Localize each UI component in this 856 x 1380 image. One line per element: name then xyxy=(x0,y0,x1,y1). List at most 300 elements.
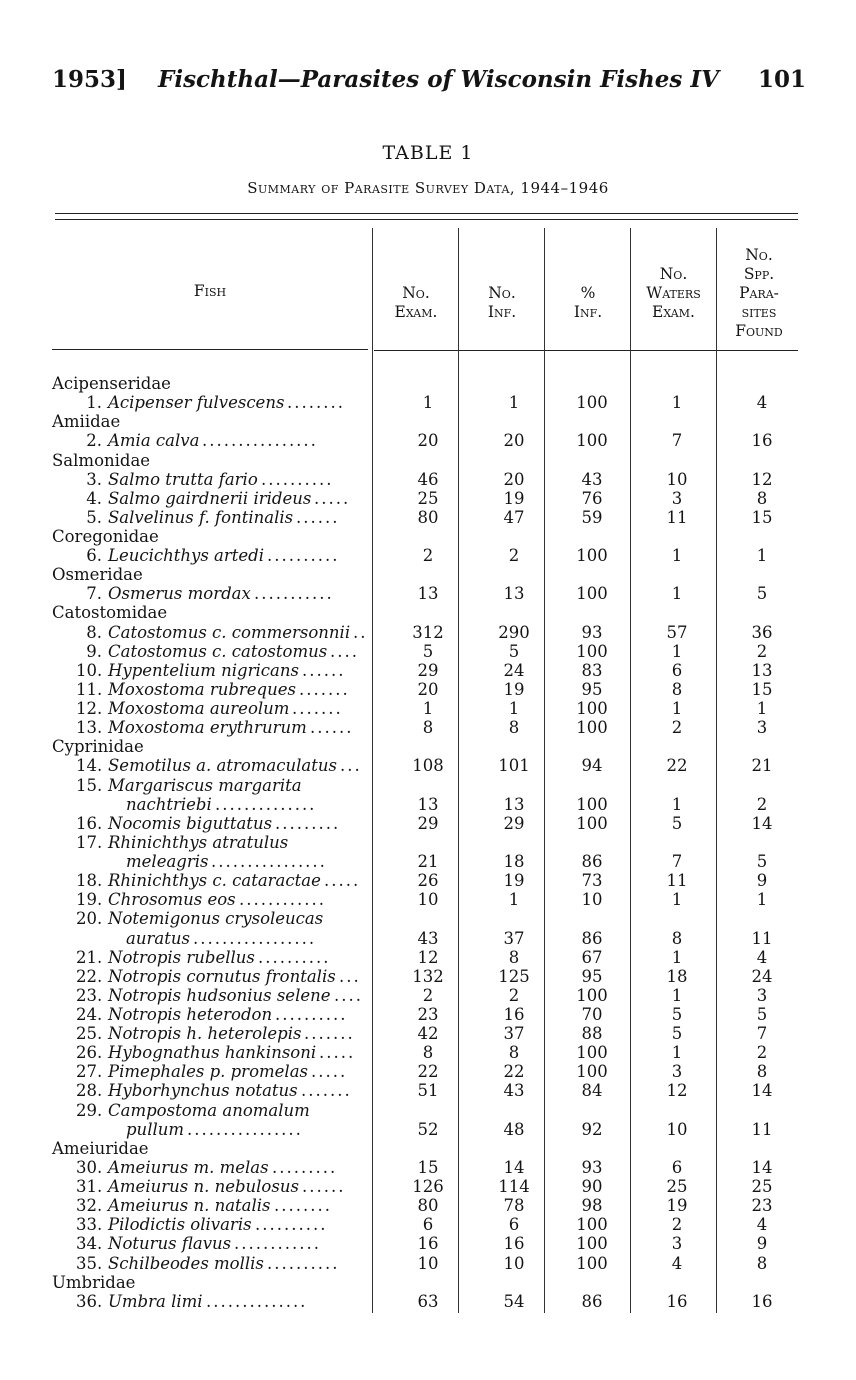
cell-inf: 20 xyxy=(503,431,525,451)
cell-pct: 100 xyxy=(576,393,608,413)
leader-dots: .......... xyxy=(258,947,331,967)
cell-pct: 100 xyxy=(576,1253,608,1273)
cell-inf: 37 xyxy=(503,1024,525,1044)
family-name: Salmonidae xyxy=(52,450,151,470)
leader-dots: .............. xyxy=(215,794,317,814)
cell-inf: 22 xyxy=(503,1062,525,1082)
fish-number: 18. xyxy=(76,871,103,891)
cell-waters: 7 xyxy=(671,852,683,871)
family-row xyxy=(46,527,806,546)
table-row xyxy=(46,718,806,737)
table-row xyxy=(46,948,806,967)
cell-inf: 16 xyxy=(503,1005,525,1024)
table-row xyxy=(46,470,806,489)
cell-waters: 10 xyxy=(666,469,688,489)
fish-name: Margariscus margarita xyxy=(108,775,302,795)
fish-name: Noturus flavus xyxy=(108,1234,232,1254)
cell-pct: 100 xyxy=(576,584,608,604)
fish-number: 34. xyxy=(76,1234,103,1254)
cell-waters: 3 xyxy=(671,1062,683,1082)
cell-pct: 86 xyxy=(581,928,603,948)
cell-exam: 29 xyxy=(417,660,439,680)
cell-inf: 8 xyxy=(508,947,520,967)
cell-spp: 36 xyxy=(751,622,773,642)
leader-dots: .... xyxy=(334,985,363,1005)
table-row xyxy=(46,546,806,565)
cell-exam: 80 xyxy=(417,1196,439,1216)
col-header-fish: Fish xyxy=(193,282,227,300)
table-row xyxy=(46,1024,806,1043)
cell-spp: 7 xyxy=(756,1024,768,1044)
family-name: Catostomidae xyxy=(52,603,168,623)
fish-name: Moxostoma rubreques xyxy=(108,679,296,699)
table-row xyxy=(46,1292,806,1311)
fish-name: meleagris xyxy=(126,852,209,871)
cell-inf: 101 xyxy=(498,756,530,776)
fish-number: 25. xyxy=(76,1024,103,1044)
fish-number: 29. xyxy=(76,1100,103,1120)
table-row xyxy=(46,852,806,871)
cell-spp: 5 xyxy=(756,584,768,604)
cell-spp: 4 xyxy=(756,1215,768,1235)
fish-name: Pimephales p. promelas xyxy=(108,1062,308,1082)
cell-pct: 100 xyxy=(576,1062,608,1082)
table-row xyxy=(46,814,806,833)
family-row xyxy=(46,1273,806,1292)
leader-dots: .......... xyxy=(267,546,340,566)
table-row xyxy=(46,508,806,527)
cell-exam: 12 xyxy=(417,947,439,967)
family-name: Cyprinidae xyxy=(52,737,144,757)
family-row xyxy=(46,374,806,393)
cell-spp: 24 xyxy=(751,966,773,986)
table-row xyxy=(46,1005,806,1024)
table-row xyxy=(46,986,806,1005)
leader-dots: ................ xyxy=(187,1119,303,1139)
leader-dots: ....... xyxy=(301,1081,352,1101)
cell-exam: 80 xyxy=(417,507,439,527)
cell-inf: 10 xyxy=(503,1253,525,1273)
cell-pct: 100 xyxy=(576,1234,608,1254)
cell-pct: 43 xyxy=(581,469,603,489)
leader-dots: ................. xyxy=(193,928,317,948)
cell-waters: 1 xyxy=(671,546,683,566)
cell-exam: 132 xyxy=(412,966,444,986)
table-row xyxy=(46,929,806,948)
cell-inf: 6 xyxy=(508,1215,520,1235)
table-row xyxy=(46,909,806,928)
cell-inf: 8 xyxy=(508,718,520,738)
fish-number: 24. xyxy=(76,1005,103,1024)
cell-spp: 11 xyxy=(751,928,773,948)
cell-exam: 15 xyxy=(417,1157,439,1177)
cell-pct: 88 xyxy=(581,1024,603,1044)
table-row xyxy=(46,489,806,508)
leader-dots: ......... xyxy=(275,813,341,833)
cell-pct: 100 xyxy=(576,431,608,451)
cell-pct: 98 xyxy=(581,1196,603,1216)
fish-number: 8. xyxy=(86,622,102,642)
leader-dots: ..... xyxy=(324,871,361,891)
cell-spp: 9 xyxy=(756,871,768,891)
fish-name: auratus xyxy=(126,928,190,948)
fish-name: Rhinichthys c. cataractae xyxy=(108,871,321,891)
table-row xyxy=(46,1062,806,1081)
fish-name: Osmerus mordax xyxy=(108,584,251,604)
leader-dots: .......... xyxy=(255,1215,328,1235)
leader-dots: ....... xyxy=(292,699,343,718)
cell-pct: 100 xyxy=(576,641,608,661)
cell-waters: 8 xyxy=(671,679,683,699)
cell-spp: 2 xyxy=(756,794,768,814)
table-row xyxy=(46,1177,806,1196)
cell-spp: 23 xyxy=(751,1196,773,1216)
cell-pct: 70 xyxy=(581,1005,603,1024)
leader-dots: ..... xyxy=(314,488,351,508)
cell-inf: 78 xyxy=(503,1196,525,1216)
cell-exam: 10 xyxy=(417,1253,439,1273)
cell-exam: 20 xyxy=(417,431,439,451)
cell-waters: 1 xyxy=(671,947,683,967)
family-name: Acipenseridae xyxy=(52,374,171,393)
cell-pct: 100 xyxy=(576,1043,608,1063)
table-row xyxy=(46,833,806,852)
leader-dots: ............ xyxy=(234,1234,321,1254)
fish-name: Hyborhynchus notatus xyxy=(108,1081,298,1101)
cell-waters: 11 xyxy=(666,871,688,891)
cell-exam: 6 xyxy=(422,1215,434,1235)
fish-number: 12. xyxy=(76,699,103,718)
cell-waters: 11 xyxy=(666,507,688,527)
leader-dots: ....... xyxy=(304,1024,355,1044)
cell-inf: 20 xyxy=(503,469,525,489)
cell-spp: 4 xyxy=(756,947,768,967)
fish-name: Notemigonus crysoleucas xyxy=(108,909,324,929)
fish-number: 1. xyxy=(86,393,102,413)
cell-inf: 114 xyxy=(498,1177,530,1196)
cell-inf: 43 xyxy=(503,1081,525,1101)
fish-name: Salmo trutta fario xyxy=(108,469,258,489)
cell-waters: 1 xyxy=(671,699,683,718)
leader-dots: ........ xyxy=(287,393,345,413)
cell-spp: 14 xyxy=(751,1157,773,1177)
top-rule xyxy=(55,213,798,214)
cell-waters: 2 xyxy=(671,718,683,738)
cell-pct: 93 xyxy=(581,622,603,642)
leader-dots: ................ xyxy=(202,431,318,451)
cell-waters: 3 xyxy=(671,488,683,508)
fish-number: 31. xyxy=(76,1177,103,1196)
cell-exam: 1 xyxy=(422,393,434,413)
cell-inf: 1 xyxy=(508,699,520,718)
cell-waters: 22 xyxy=(666,756,688,776)
cell-spp: 25 xyxy=(751,1177,773,1196)
fish-name: Hybognathus hankinsoni xyxy=(108,1043,317,1063)
cell-spp: 8 xyxy=(756,1062,768,1082)
cell-exam: 312 xyxy=(412,622,444,642)
table-row xyxy=(46,1043,806,1062)
family-row xyxy=(46,737,806,756)
cell-pct: 95 xyxy=(581,679,603,699)
fish-number: 36. xyxy=(76,1291,103,1311)
cell-exam: 23 xyxy=(417,1005,439,1024)
table-row xyxy=(46,795,806,814)
cell-inf: 54 xyxy=(503,1291,525,1311)
fish-name: Campostoma anomalum xyxy=(108,1100,310,1120)
leader-dots: ...... xyxy=(296,507,340,527)
cell-pct: 67 xyxy=(581,947,603,967)
leader-dots: ........ xyxy=(274,1196,332,1216)
cell-exam: 51 xyxy=(417,1081,439,1101)
cell-waters: 1 xyxy=(671,794,683,814)
cell-inf: 1 xyxy=(508,393,520,413)
table-row xyxy=(46,1158,806,1177)
fish-number: 15. xyxy=(76,775,103,795)
cell-spp: 14 xyxy=(751,1081,773,1101)
cell-inf: 2 xyxy=(508,546,520,566)
cell-pct: 100 xyxy=(576,718,608,738)
fish-number: 22. xyxy=(76,966,103,986)
cell-spp: 21 xyxy=(751,756,773,776)
family-row xyxy=(46,603,806,622)
col-header-exam: No. Exam. xyxy=(394,284,438,321)
cell-inf: 19 xyxy=(503,871,525,891)
col-header-spp: No. Spp. Para- sites Found xyxy=(735,246,783,340)
table-subtitle: Summary of Parasite Survey Data, 1944–1946 xyxy=(247,179,609,197)
cell-waters: 25 xyxy=(666,1177,688,1196)
cell-waters: 1 xyxy=(671,393,683,413)
cell-pct: 100 xyxy=(576,699,608,718)
leader-dots: .......... xyxy=(275,1005,348,1024)
running-title: Fischthal—Parasites of Wisconsin Fishes IV xyxy=(158,66,719,93)
fish-name: Amia calva xyxy=(108,431,200,451)
fish-name: Catostomus c. commersonnii xyxy=(108,622,351,642)
fish-name: Salvelinus f. fontinalis xyxy=(108,507,294,527)
leader-dots: ... xyxy=(340,756,362,776)
leader-dots: ...... xyxy=(310,718,354,738)
cell-waters: 3 xyxy=(671,1234,683,1254)
cell-pct: 94 xyxy=(581,756,603,776)
cell-waters: 19 xyxy=(666,1196,688,1216)
cell-spp: 8 xyxy=(756,1253,768,1273)
col-header-waters: No. Waters Exam. xyxy=(646,265,701,321)
fish-name: Catostomus c. catostomus xyxy=(108,641,328,661)
fish-number: 23. xyxy=(76,985,103,1005)
cell-spp: 12 xyxy=(751,469,773,489)
cell-exam: 43 xyxy=(417,928,439,948)
family-name: Amiidae xyxy=(52,412,121,432)
cell-pct: 100 xyxy=(576,985,608,1005)
cell-waters: 1 xyxy=(671,890,683,910)
col-header-inf: No. Inf. xyxy=(487,284,517,321)
fish-name: Nocomis biguttatus xyxy=(108,813,273,833)
fish-number: 7. xyxy=(86,584,102,604)
cell-exam: 46 xyxy=(417,469,439,489)
cell-pct: 83 xyxy=(581,660,603,680)
cell-pct: 100 xyxy=(576,1215,608,1235)
cell-spp: 16 xyxy=(751,431,773,451)
cell-pct: 86 xyxy=(581,852,603,871)
cell-waters: 1 xyxy=(671,985,683,1005)
cell-exam: 10 xyxy=(417,890,439,910)
cell-exam: 63 xyxy=(417,1291,439,1311)
fish-number: 27. xyxy=(76,1062,103,1082)
header-rule-fish xyxy=(52,349,368,350)
leader-dots: .... xyxy=(330,641,359,661)
cell-waters: 5 xyxy=(671,813,683,833)
cell-inf: 19 xyxy=(503,679,525,699)
cell-pct: 84 xyxy=(581,1081,603,1101)
leader-dots: .............. xyxy=(206,1291,308,1311)
cell-inf: 125 xyxy=(498,966,530,986)
leader-dots: ............ xyxy=(239,890,326,910)
fish-name: Notropis rubellus xyxy=(108,947,255,967)
cell-inf: 13 xyxy=(503,794,525,814)
cell-exam: 5 xyxy=(422,641,434,661)
family-name: Coregonidae xyxy=(52,527,159,546)
fish-number: 13. xyxy=(76,718,103,738)
leader-dots: .......... xyxy=(267,1253,340,1273)
cell-inf: 24 xyxy=(503,660,525,680)
fish-number: 11. xyxy=(76,679,103,699)
table-row xyxy=(46,1101,806,1120)
leader-dots: ...... xyxy=(302,660,346,680)
fish-name: Notropis h. heterolepis xyxy=(108,1024,302,1044)
fish-number: 2. xyxy=(86,431,102,451)
fish-name: Chrosomus eos xyxy=(108,890,236,910)
cell-inf: 18 xyxy=(503,852,525,871)
fish-number: 20. xyxy=(76,909,103,929)
table-row xyxy=(46,393,806,412)
leader-dots: ........... xyxy=(254,584,334,604)
cell-exam: 52 xyxy=(417,1119,439,1139)
table-row xyxy=(46,642,806,661)
table-row xyxy=(46,967,806,986)
fish-name: Ameiurus n. natalis xyxy=(108,1196,271,1216)
cell-pct: 76 xyxy=(581,488,603,508)
leader-dots: .. xyxy=(353,622,368,642)
cell-waters: 1 xyxy=(671,584,683,604)
cell-spp: 16 xyxy=(751,1291,773,1311)
table-row xyxy=(46,623,806,642)
cell-waters: 1 xyxy=(671,641,683,661)
header-year: 1953] xyxy=(52,66,127,93)
fish-number: 10. xyxy=(76,660,103,680)
fish-name: Leucichthys artedi xyxy=(108,546,264,566)
cell-inf: 8 xyxy=(508,1043,520,1063)
cell-spp: 11 xyxy=(751,1119,773,1139)
cell-inf: 47 xyxy=(503,507,525,527)
fish-number: 5. xyxy=(86,507,102,527)
cell-spp: 1 xyxy=(756,890,768,910)
cell-exam: 126 xyxy=(412,1177,444,1196)
cell-spp: 1 xyxy=(756,546,768,566)
fish-number: 21. xyxy=(76,947,103,967)
cell-waters: 8 xyxy=(671,928,683,948)
fish-name: Ameiurus m. melas xyxy=(108,1157,269,1177)
cell-pct: 100 xyxy=(576,813,608,833)
cell-inf: 1 xyxy=(508,890,520,910)
fish-number: 17. xyxy=(76,832,103,852)
cell-pct: 86 xyxy=(581,1291,603,1311)
table-row xyxy=(46,1081,806,1100)
cell-spp: 8 xyxy=(756,488,768,508)
table-row xyxy=(46,1254,806,1273)
fish-number: 33. xyxy=(76,1215,103,1235)
family-row xyxy=(46,451,806,470)
cell-inf: 13 xyxy=(503,584,525,604)
fish-name: Moxostoma erythrurum xyxy=(108,718,307,738)
cell-pct: 93 xyxy=(581,1157,603,1177)
cell-waters: 6 xyxy=(671,660,683,680)
cell-spp: 2 xyxy=(756,641,768,661)
cell-waters: 18 xyxy=(666,966,688,986)
cell-inf: 2 xyxy=(508,985,520,1005)
cell-pct: 95 xyxy=(581,966,603,986)
family-row xyxy=(46,412,806,431)
table-row xyxy=(46,890,806,909)
cell-inf: 5 xyxy=(508,641,520,661)
cell-spp: 5 xyxy=(756,1005,768,1024)
cell-exam: 22 xyxy=(417,1062,439,1082)
cell-exam: 8 xyxy=(422,1043,434,1063)
cell-pct: 73 xyxy=(581,871,603,891)
fish-name: Umbra limi xyxy=(108,1291,203,1311)
family-name: Osmeridae xyxy=(52,565,143,585)
cell-inf: 29 xyxy=(503,813,525,833)
table-row xyxy=(46,871,806,890)
cell-spp: 13 xyxy=(751,660,773,680)
table-row xyxy=(46,1120,806,1139)
table-title: TABLE 1 xyxy=(382,142,474,164)
top-rule-2 xyxy=(55,219,798,220)
cell-exam: 13 xyxy=(417,584,439,604)
fish-number: 14. xyxy=(76,756,103,776)
table-row xyxy=(46,431,806,450)
leader-dots: ...... xyxy=(302,1177,346,1196)
cell-exam: 20 xyxy=(417,679,439,699)
fish-name: Moxostoma aureolum xyxy=(108,699,290,718)
fish-name: pullum xyxy=(126,1119,185,1139)
leader-dots: .......... xyxy=(261,469,334,489)
cell-waters: 5 xyxy=(671,1024,683,1044)
fish-name: Notropis cornutus frontalis xyxy=(108,966,336,986)
cell-exam: 2 xyxy=(422,546,434,566)
cell-exam: 108 xyxy=(412,756,444,776)
cell-inf: 37 xyxy=(503,928,525,948)
cell-pct: 100 xyxy=(576,546,608,566)
page-number: 101 xyxy=(758,66,807,93)
fish-number: 4. xyxy=(86,488,102,508)
fish-number: 16. xyxy=(76,813,103,833)
cell-waters: 10 xyxy=(666,1119,688,1139)
family-name: Umbridae xyxy=(52,1272,136,1292)
fish-name: Ameiurus n. nebulosus xyxy=(108,1177,299,1196)
cell-spp: 15 xyxy=(751,507,773,527)
table-row xyxy=(46,680,806,699)
fish-number: 35. xyxy=(76,1253,103,1273)
fish-number: 6. xyxy=(86,546,102,566)
cell-inf: 48 xyxy=(503,1119,525,1139)
cell-spp: 3 xyxy=(756,985,768,1005)
fish-name: Notropis heterodon xyxy=(108,1005,273,1024)
cell-spp: 15 xyxy=(751,679,773,699)
cell-exam: 13 xyxy=(417,794,439,814)
fish-name: Schilbeodes mollis xyxy=(108,1253,264,1273)
fish-name: Hypentelium nigricans xyxy=(108,660,299,680)
cell-spp: 1 xyxy=(756,699,768,718)
family-row xyxy=(46,565,806,584)
